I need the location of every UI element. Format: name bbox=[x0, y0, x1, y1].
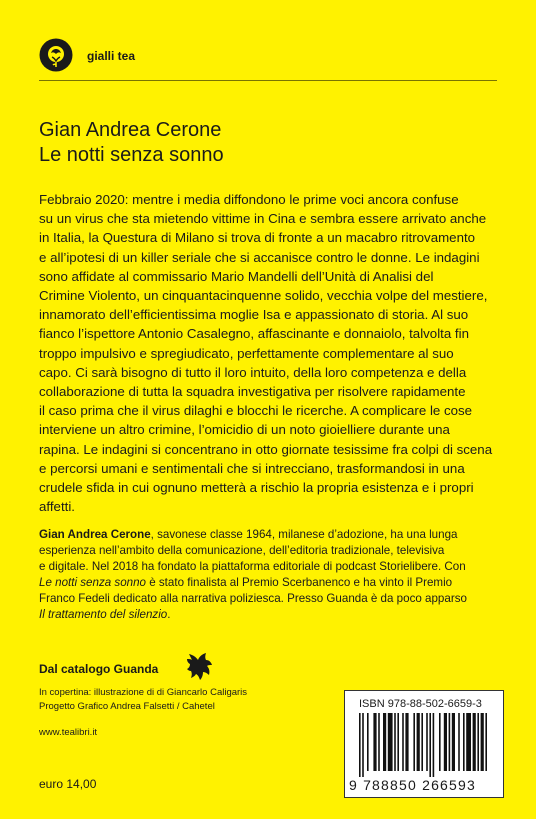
bio-line: Gian Andrea Cerone, savonese classe 1964, milanese d’adozione, ha una lunga bbox=[39, 528, 458, 541]
bio-line: e digitale. Nel 2018 ha fondato la piattaforma editoriale di podcast Storielibere. Con bbox=[39, 560, 466, 573]
synopsis-line: e percorsi umani e sentimentali che si intrecciano, trasformandosi in una bbox=[39, 460, 465, 476]
barcode-bar bbox=[367, 713, 369, 771]
barcode-bar bbox=[429, 713, 431, 777]
barcode-bar bbox=[426, 713, 428, 771]
barcode-bar bbox=[417, 713, 420, 771]
barcode-bar bbox=[373, 713, 376, 771]
rose-icon bbox=[39, 38, 73, 72]
guanda-horse-icon bbox=[185, 650, 215, 684]
barcode bbox=[355, 713, 493, 779]
barcode-bar bbox=[466, 713, 471, 771]
author-name: Gian Andrea Cerone bbox=[39, 119, 222, 141]
barcode-bar bbox=[413, 713, 415, 771]
barcode-bar bbox=[444, 713, 447, 771]
barcode-bar bbox=[477, 713, 479, 771]
barcode-bar bbox=[473, 713, 476, 771]
synopsis-line: collaborazione di tutta la squadra investigativa per risolvere rapidamente bbox=[39, 384, 466, 400]
synopsis-line: rapina. Le indagini si concentrano in otto giornate tesissime fra colpi di scena bbox=[39, 441, 493, 457]
barcode-bar bbox=[405, 713, 408, 771]
barcode-bar bbox=[388, 713, 393, 771]
credit-illustration: In copertina: illustrazione di di Giancarlo Caligaris bbox=[39, 687, 248, 698]
barcode-bar bbox=[485, 713, 487, 771]
barcode-bar bbox=[481, 713, 484, 771]
synopsis-line: crudele sfida in cui ognuno metterà a rischio la propria esistenza e i propri bbox=[39, 480, 474, 496]
barcode-bar bbox=[394, 713, 396, 771]
barcode-bar bbox=[452, 713, 455, 771]
barcode-bar bbox=[458, 713, 460, 771]
synopsis-line: Crimine Violento, un cinquantacinquenne solido, vecchia volpe del mestiere, bbox=[39, 288, 488, 304]
barcode-bar bbox=[359, 713, 361, 777]
series-name: gialli tea bbox=[87, 49, 136, 63]
synopsis-line: interviene un altro crimine, l’omicidio di un noto gioielliere durante una bbox=[39, 422, 450, 438]
synopsis bbox=[39, 190, 501, 516]
barcode-bar bbox=[402, 713, 404, 771]
synopsis-line: sono affidate al commissario Mario Mandelli dell’Unità di Analisi del bbox=[39, 268, 434, 284]
bio-line: Le notti senza sonno è stato finalista al Premio Scerbanenco e ha vinto il Premio bbox=[39, 576, 453, 589]
cover-credits bbox=[39, 686, 247, 713]
barcode-digits: 9 788850 266593 bbox=[349, 777, 476, 793]
barcode-bar bbox=[449, 713, 451, 771]
bio-line: esperienza nell’ambito della comunicazione, dell’editoria tradizionale, televisiva bbox=[39, 544, 445, 557]
website: www.tealibri.it bbox=[39, 727, 98, 738]
barcode-bar bbox=[463, 713, 465, 771]
barcode-bar bbox=[439, 713, 441, 771]
barcode-bar bbox=[383, 713, 386, 771]
isbn-barcode-box bbox=[344, 690, 504, 798]
synopsis-line: fianco l’ispettore Antonio Casalegno, affascinante e donnaiolo, talvolta fin bbox=[39, 326, 469, 342]
isbn-label: ISBN 978-88-502-6659-3 bbox=[359, 698, 482, 710]
author-bio bbox=[39, 527, 501, 623]
synopsis-line: innamorato dell’efficientissima moglie Isa e appassionato di storia. Al suo bbox=[39, 307, 469, 323]
bio-line: Il trattamento del silenzio. bbox=[39, 608, 171, 621]
divider bbox=[39, 80, 497, 81]
synopsis-line: troppo impulsivo e spregiudicato, perfettamente complementare al suo bbox=[39, 345, 454, 361]
bio-book-title: Il trattamento del silenzio bbox=[39, 608, 168, 621]
synopsis-line: e all’ipotesi di un killer seriale che si accanisce contro le donne. Le indagini bbox=[39, 249, 480, 265]
book-heading bbox=[39, 118, 224, 168]
barcode-bar bbox=[421, 713, 423, 771]
barcode-bar bbox=[362, 713, 364, 777]
synopsis-line: affetti. bbox=[39, 499, 75, 515]
barcode-bar bbox=[397, 713, 399, 771]
barcode-bar bbox=[378, 713, 380, 771]
bio-author-name: Gian Andrea Cerone bbox=[39, 528, 151, 541]
barcode-bar bbox=[433, 713, 435, 777]
synopsis-line: Febbraio 2020: mentre i media diffondono le prime voci ancora confuse bbox=[39, 192, 459, 207]
bio-line: Franco Fedeli dedicato alla narrativa poliziesca. Presso Guanda è da poco apparso bbox=[39, 592, 467, 605]
credit-design: Progetto Grafico Andrea Falsetti / Cahetel bbox=[39, 700, 215, 712]
synopsis-line: su un virus che sta mietendo vittime in Cina e sembra essere arrivato anche bbox=[39, 211, 487, 227]
book-title: Le notti senza sonno bbox=[39, 144, 224, 166]
catalog-label: Dal catalogo Guanda bbox=[39, 662, 159, 676]
synopsis-line: in Italia, la Questura di Milano si trova di fronte a un macabro ritrovamento bbox=[39, 230, 476, 246]
price: euro 14,00 bbox=[39, 777, 97, 791]
bio-book-title: Le notti senza sonno bbox=[39, 576, 146, 589]
synopsis-line: capo. Ci sarà bisogno di tutto il loro intuito, della loro competenza e della bbox=[39, 364, 467, 380]
header bbox=[39, 38, 499, 78]
synopsis-line: il caso prima che il virus dilaghi e blocchi le ricerche. A complicare le cose bbox=[39, 403, 473, 419]
